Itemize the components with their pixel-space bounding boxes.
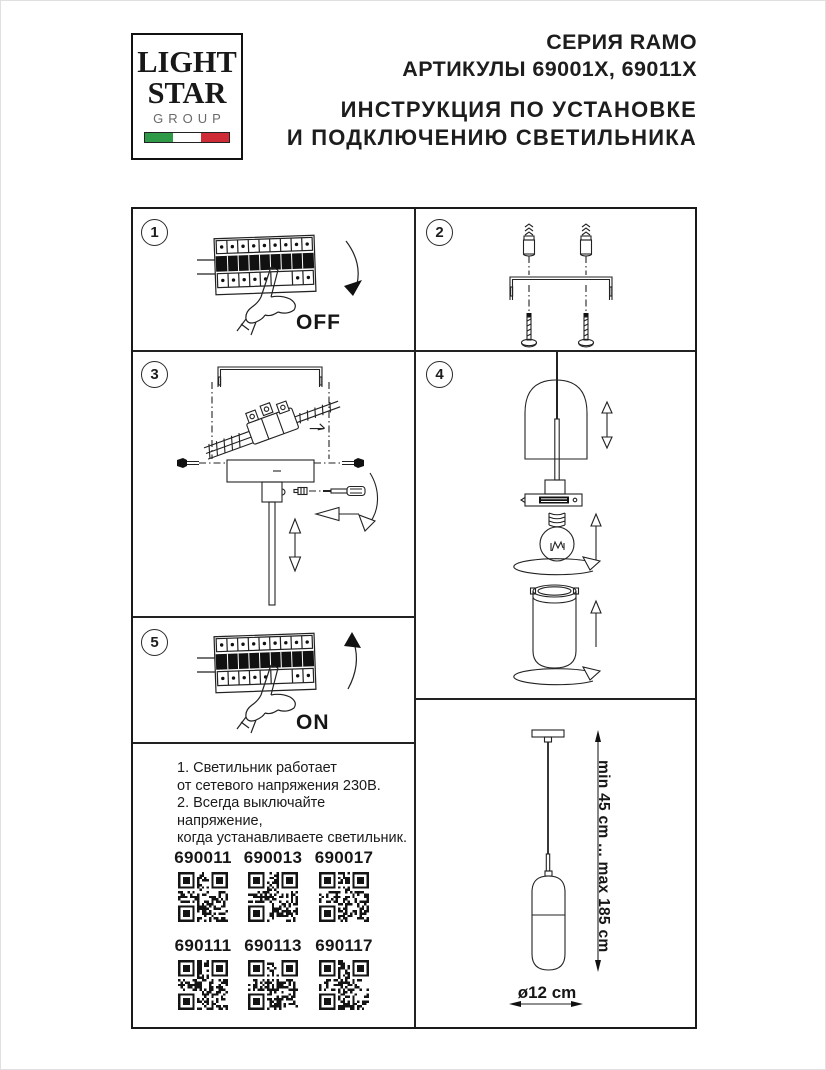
logo-text-group: GROUP	[153, 111, 226, 126]
qr-item	[241, 848, 305, 922]
header-titles	[287, 29, 697, 152]
article-number: 690013	[243, 848, 303, 867]
off-label: OFF	[296, 311, 341, 334]
series-title: СЕРИЯ RAMO	[546, 30, 697, 54]
diameter-label: ø12 cm	[517, 983, 577, 1002]
lightstar-logo	[131, 33, 243, 160]
qr-code	[319, 872, 369, 922]
pendant-dimensions-diagram	[415, 699, 699, 1031]
articles-title: АРТИКУЛЫ 69001X, 69011X	[402, 57, 697, 81]
qr-item	[241, 936, 305, 1010]
italian-flag-icon	[144, 132, 230, 143]
mounting-hardware-diagram	[415, 209, 699, 351]
article-number: 690111	[174, 936, 232, 955]
step-2-badge: 2	[426, 219, 453, 246]
logo-text-star: STAR	[147, 75, 227, 110]
row-divider-3	[133, 742, 415, 744]
step-4-badge: 4	[426, 361, 453, 388]
qr-item	[312, 848, 376, 922]
article-number: 690113	[244, 936, 302, 955]
article-number: 690017	[314, 848, 374, 867]
article-number: 690011	[174, 848, 232, 867]
article-number: 690117	[315, 936, 373, 955]
qr-item	[171, 936, 235, 1010]
qr-item	[171, 848, 235, 922]
note-line-4: когда устанавливаете светильник.	[177, 830, 408, 846]
circuit-breaker-on-diagram	[195, 627, 375, 742]
qr-code	[178, 872, 228, 922]
step-3-badge: 3	[141, 361, 168, 388]
qr-code	[178, 960, 228, 1010]
logo-text-light: LIGHT	[137, 44, 237, 79]
qr-code	[319, 960, 369, 1010]
qr-item	[312, 936, 376, 1010]
step-5-badge: 5	[141, 629, 168, 656]
instruction-title-line1: ИНСТРУКЦИЯ ПО УСТАНОВКЕ	[340, 97, 697, 122]
qr-code	[248, 960, 298, 1010]
circuit-breaker-off-diagram	[195, 229, 375, 344]
qr-code	[248, 872, 298, 922]
on-label: ON	[296, 711, 330, 734]
instruction-table	[131, 207, 697, 1029]
note-line-2: от сетевого напряжения 230В.	[177, 777, 381, 794]
note-line-3: 2. Всегда выключайте напряжение,	[177, 795, 326, 829]
flag-white-stripe	[173, 133, 201, 142]
note-line-1: 1. Светильник работает	[177, 760, 337, 776]
flag-red-stripe	[201, 133, 229, 142]
safety-notes	[177, 760, 413, 848]
lamp-assembly-diagram	[415, 351, 699, 699]
height-range-label: min 45 cm ... max 185 cm	[595, 760, 612, 953]
instruction-title-line2: И ПОДКЛЮЧЕНИЮ СВЕТИЛЬНИКА	[286, 125, 697, 150]
step-1-badge: 1	[141, 219, 168, 246]
flag-green-stripe	[145, 133, 173, 142]
canopy-mounting-diagram	[133, 351, 415, 617]
